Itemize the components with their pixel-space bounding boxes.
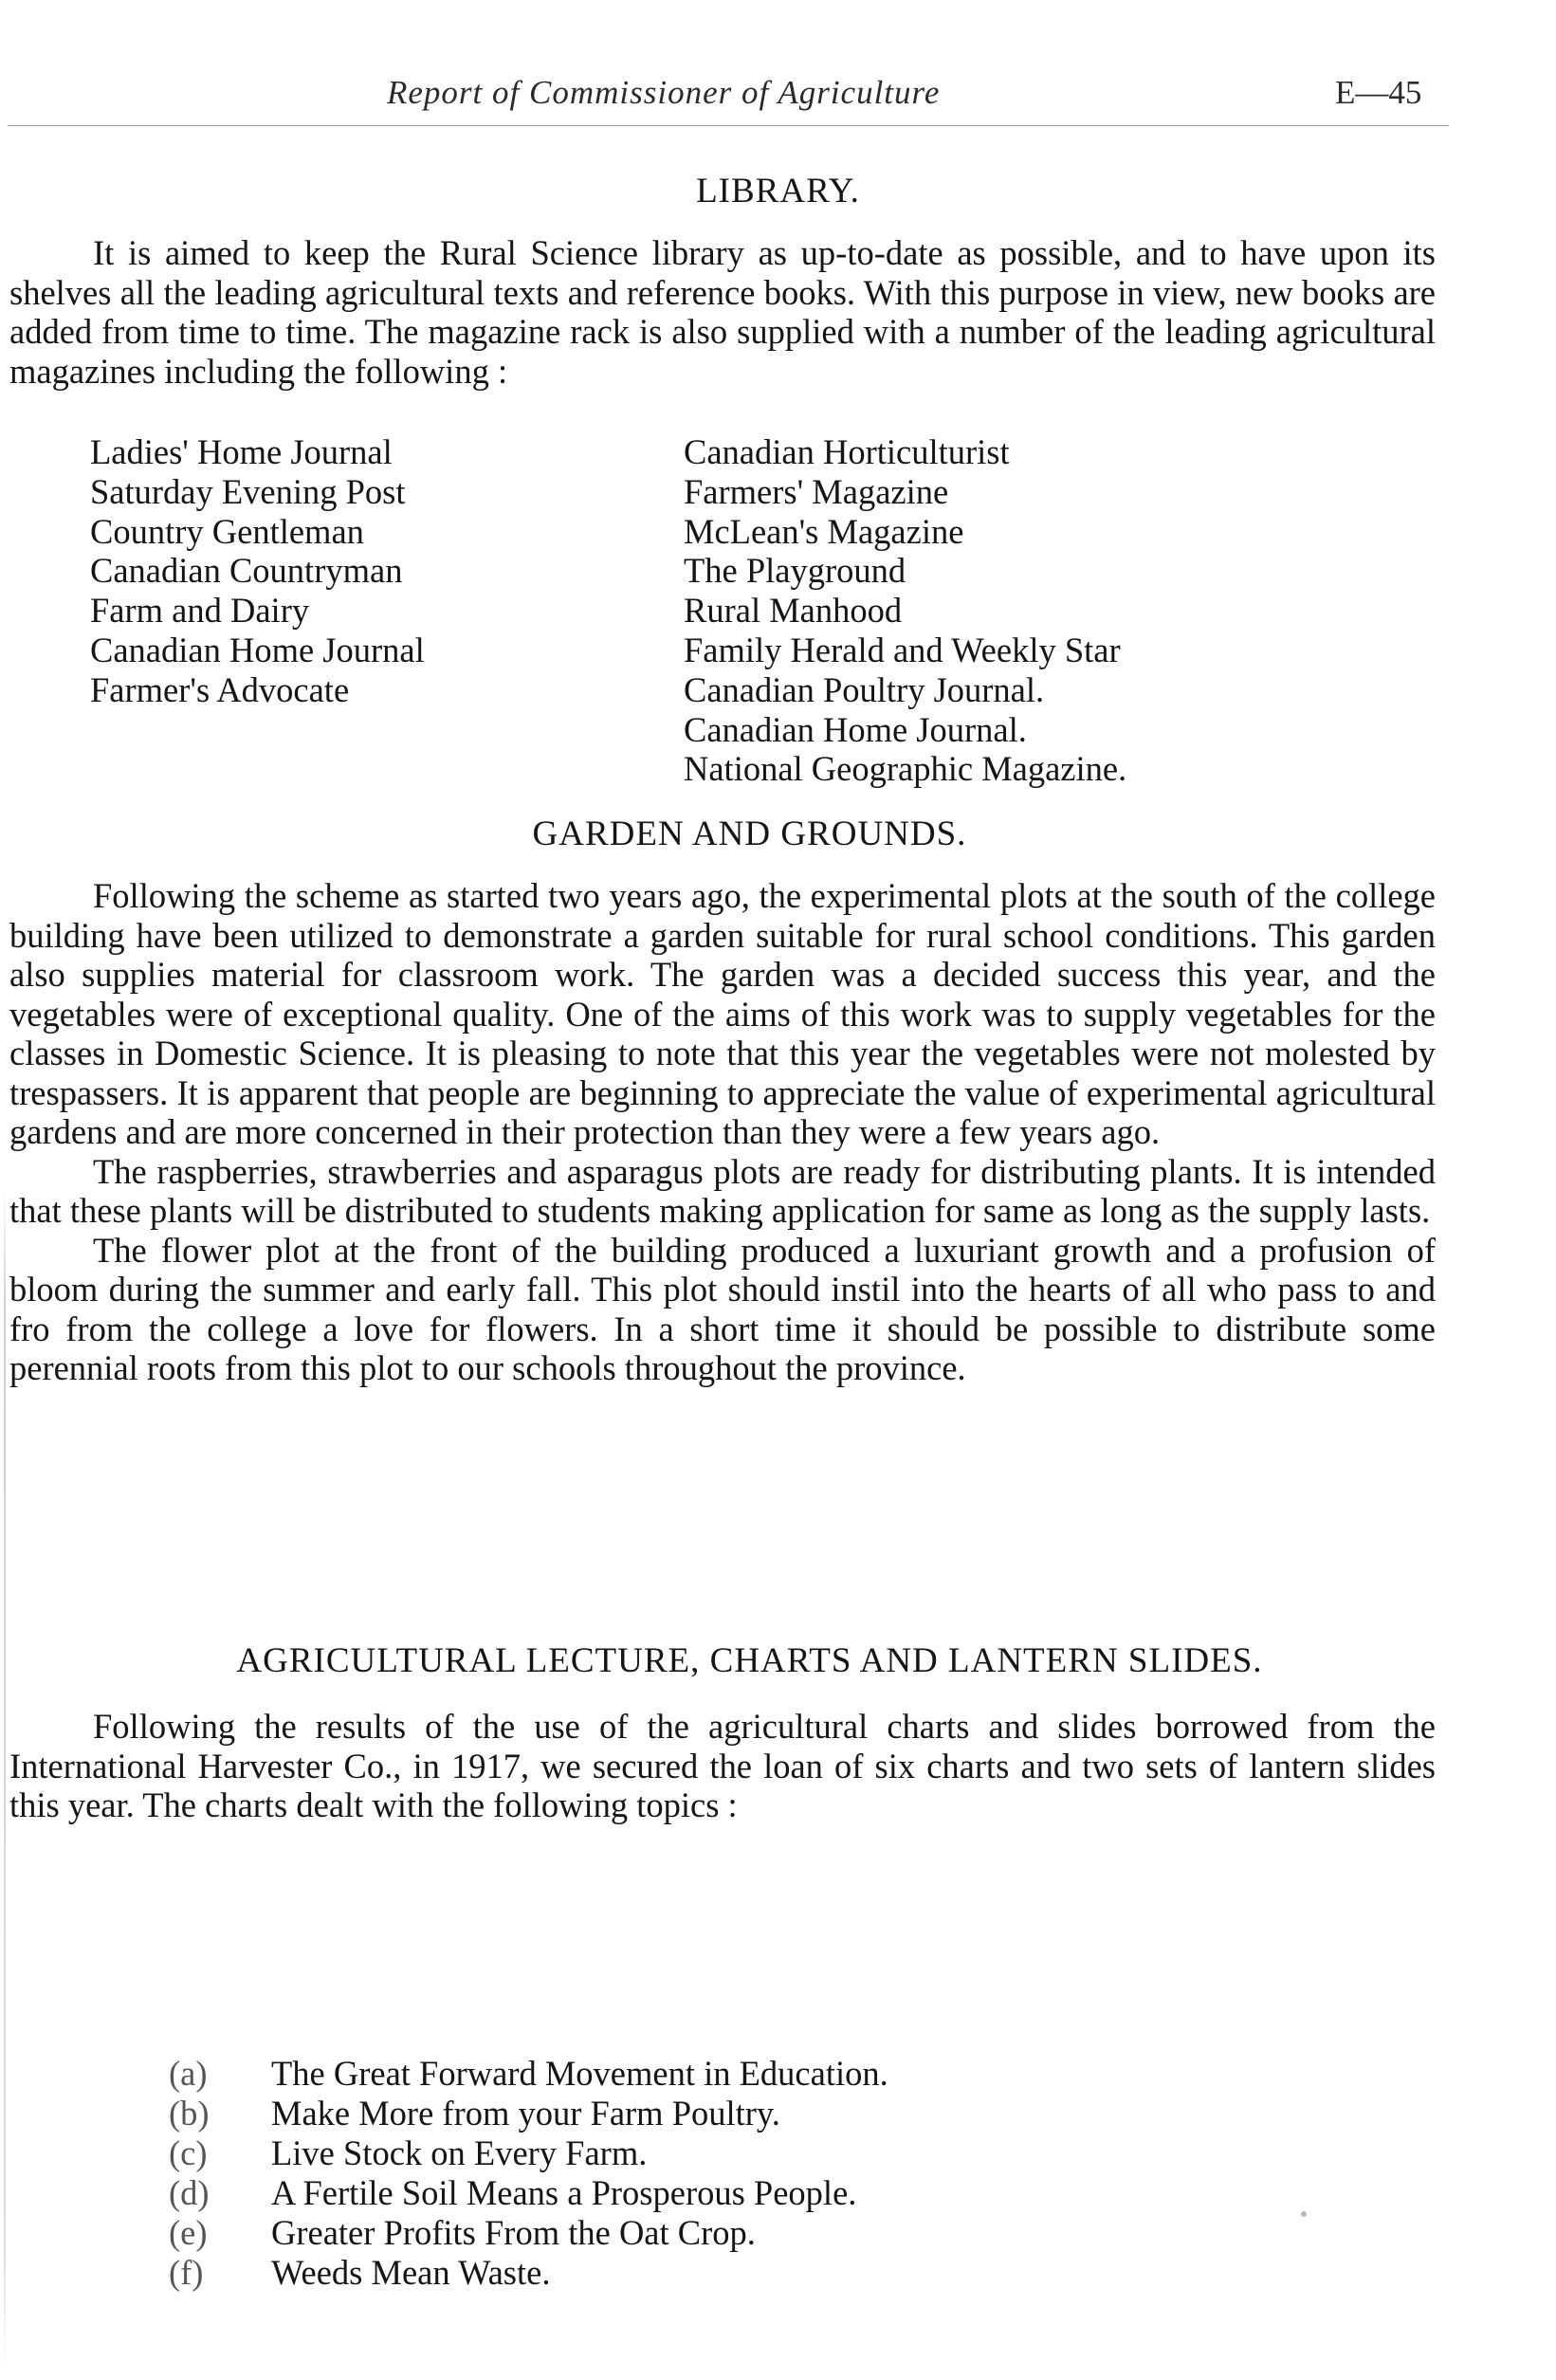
chart-topic-item (169, 2094, 888, 2133)
magazine-item: Canadian Countryman (90, 551, 403, 591)
chart-topic-label: (a) (169, 2054, 208, 2093)
chart-topic-item (169, 2213, 888, 2253)
chart-topic-text: Make More from your Farm Poultry. (271, 2094, 780, 2133)
chart-topic-label: (e) (169, 2213, 208, 2252)
magazine-item: Saturday Evening Post (90, 471, 406, 511)
chart-topic-item (169, 2173, 888, 2213)
running-header (0, 74, 1556, 121)
chart-topic-text: Greater Profits From the Oat Crop. (271, 2213, 756, 2252)
magazine-item: Rural Manhood (684, 591, 903, 631)
magazine-item: National Geographic Magazine. (684, 749, 1127, 789)
garden-paragraph: The raspberries, strawberries and asparagus plots are ready for distributing plants. It is intended that these plants will be distributed to students making application for same as long as the supply lasts. (9, 1151, 1436, 1230)
garden-paragraph: The flower plot at the front of the building produced a luxuriant growth and a profusion of bloom during the summer and early fall. This plot should instil into the hearts of all who pass to and fro from the college a love for flowers. In a short time it should be possible to distribute some perennial roots from this plot to our schools throughout the province. (9, 1230, 1436, 1387)
chart-topic-label: (c) (169, 2133, 208, 2172)
page-edge-shadow (4, 1185, 6, 2371)
print-speck (1301, 2211, 1307, 2217)
chart-topic-text: Weeds Mean Waste. (271, 2253, 551, 2292)
magazine-item: Canadian Horticulturist (684, 432, 1010, 471)
lecture-heading: AGRICULTURAL LECTURE, CHARTS AND LANTERN SLIDES. (236, 1641, 1263, 1680)
chart-topic-text: The Great Forward Movement in Education. (271, 2054, 888, 2093)
magazine-item: The Playground (684, 551, 906, 591)
chart-topic-item (169, 2054, 888, 2094)
chart-topic-item (169, 2133, 888, 2173)
magazine-item: Country Gentleman (90, 511, 364, 551)
page-number: E—45 (1335, 74, 1422, 111)
running-header-title: Report of Commissioner of Agriculture (387, 74, 941, 111)
magazine-item: Canadian Poultry Journal. (684, 669, 1045, 709)
chart-topic-label: (d) (169, 2173, 210, 2212)
garden-paragraphs (9, 876, 1436, 1388)
chart-topic-text: Live Stock on Every Farm. (271, 2133, 648, 2172)
magazine-list-right (684, 432, 1126, 789)
magazine-item: McLean's Magazine (684, 511, 964, 551)
chart-topic-item (169, 2253, 888, 2293)
magazine-list-left (90, 432, 425, 710)
library-heading: LIBRARY. (696, 172, 860, 211)
magazine-item: Farm and Dairy (90, 591, 310, 631)
magazine-item: Canadian Home Journal. (684, 709, 1027, 749)
lecture-intro-paragraph (9, 1707, 1436, 1825)
magazine-item: Canadian Home Journal (90, 630, 425, 669)
lecture-intro-text: Following the results of the use of the agricultural charts and slides borrowed from the International Harvester Co., in 1917, we secured the loan of six charts and two sets of lantern slides this year. The charts dealt with the following topics : (9, 1707, 1436, 1824)
magazine-item: Ladies' Home Journal (90, 432, 393, 471)
chart-topic-label: (b) (169, 2094, 210, 2133)
library-intro-paragraph (9, 233, 1436, 391)
magazine-item: Farmers' Magazine (684, 471, 949, 511)
chart-topic-label: (f) (169, 2253, 204, 2292)
garden-heading: GARDEN AND GROUNDS. (532, 815, 967, 853)
chart-topics-list (169, 2054, 888, 2293)
magazine-item: Family Herald and Weekly Star (684, 630, 1121, 669)
header-rule (8, 125, 1449, 126)
chart-topic-text: A Fertile Soil Means a Prosperous People. (271, 2173, 857, 2212)
library-intro-text: It is aimed to keep the Rural Science library as up-to-date as possible, and to have upon its shelves all the leading agricultural texts and reference books. With this purpose in view, new books are added from time to time. The magazine rack is also supplied with a number of the leading agricultural magazines including the following : (9, 233, 1436, 391)
magazine-item: Farmer's Advocate (90, 669, 350, 709)
garden-paragraph: Following the scheme as started two years ago, the experimental plots at the south of the college building have been utilized to demonstrate a garden suitable for rural school conditions. This garden also supplies material for classroom work. The garden was a decided success this year, and the vegetables were of exceptional quality. One of the aims of this work was to supply vegetables for the classes in Domestic Science. It is pleasing to note that this year the vegetables were not molested by trespassers. It is apparent that people are beginning to appreciate the value of experimental agricultural gardens and are more concerned in their protection than they were a few years ago. (9, 876, 1436, 1151)
